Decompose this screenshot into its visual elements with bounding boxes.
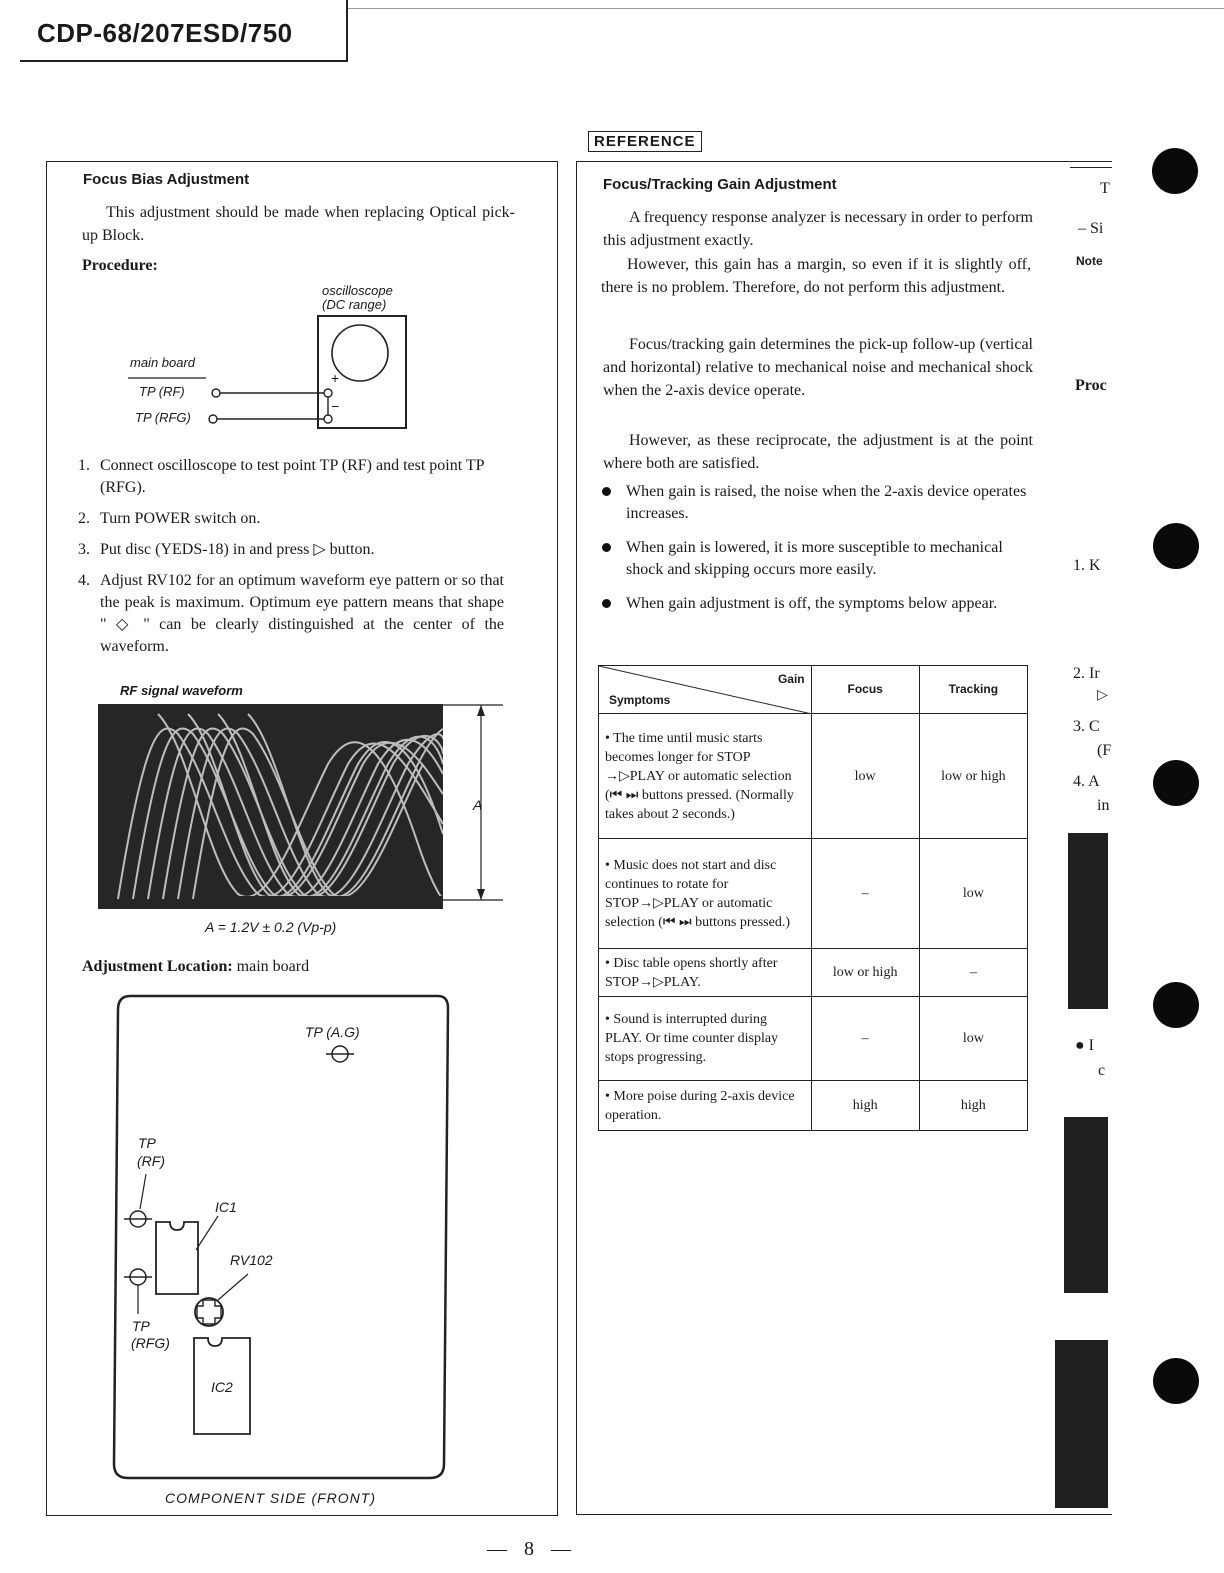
right-paragraph-2: However, this gain has a margin, so even if it is slightly off, there is no problem. Therefore, do not perform this adjustment. [601, 256, 1031, 296]
amplitude-marker: A [473, 797, 483, 813]
ic2-label: IC2 [211, 1379, 233, 1395]
header-rule-vertical [346, 0, 348, 62]
edge-text-f: (F [1097, 742, 1112, 759]
table-row: • Music does not start and disc continues to rotate for STOP→▷PLAY or automatic selection (⏮ ⏭ buttons pressed.) – low [599, 839, 1028, 949]
amplitude-caption: A = 1.2V ± 0.2 (Vp-p) [205, 919, 337, 935]
tp-rfg-board-sub-label: (RFG) [131, 1335, 170, 1351]
oscilloscope-label: oscilloscope [322, 283, 393, 298]
adjustment-location-label: Adjustment Location: [82, 958, 233, 975]
edge-text-ir: 2. Ir [1073, 665, 1100, 682]
edge-text-in: in [1097, 797, 1110, 814]
right-paragraph-1: A frequency response analyzer is necessary in order to perform this adjustment exactly. [603, 209, 1033, 249]
bullet-item: When gain is raised, the noise when the 2-axis device operates increases. [602, 481, 1032, 525]
reference-label: REFERENCE [588, 131, 702, 152]
table-row: • The time until music starts becomes longer for STOP →▷PLAY or automatic selection (⏮ ⏭ buttons pressed. (Normally takes about 2 seconds.) low low or high [599, 714, 1028, 839]
adjustment-location [82, 958, 309, 976]
edge-text-c: c [1098, 1062, 1106, 1079]
bullet-item: When gain adjustment is off, the symptoms below appear. [602, 593, 1032, 615]
right-panel-bottom-rule [576, 1514, 1112, 1515]
edge-waveform-1 [1068, 833, 1108, 1009]
board-diagram [108, 994, 453, 1484]
tp-rfg-label: TP (RFG) [135, 410, 191, 425]
table-header-row [599, 666, 1028, 714]
edge-text-proc: Proc [1075, 377, 1107, 394]
tp-rfg-symbol [124, 1269, 152, 1314]
edge-waveform-2 [1064, 1117, 1108, 1293]
left-section-title: Focus Bias Adjustment [83, 171, 250, 188]
step-3: 3. Put disc (YEDS-18) in and press ▷ button. [78, 541, 375, 558]
main-board-label: main board [130, 355, 196, 370]
oscilloscope-screen-icon [332, 325, 388, 381]
rf-waveform-image [98, 704, 443, 909]
edge-text-k: 1. K [1073, 557, 1101, 574]
top-rule [348, 8, 1224, 9]
edge-text-t: T [1100, 180, 1110, 197]
corner-symptoms-label: Symptoms [609, 693, 671, 707]
step-2: 2. Turn POWER switch on. [78, 510, 261, 527]
binder-hole-icon [1152, 148, 1198, 194]
table-row: • Sound is interrupted during PLAY. Or time counter display stops progressing. – low [599, 997, 1028, 1081]
right-panel-top-rule [576, 161, 1112, 162]
edge-text-a4: 4. A [1073, 773, 1100, 790]
edge-top-rule [1070, 167, 1112, 168]
binder-hole-icon [1153, 523, 1199, 569]
tp-rf-board-sub-label: (RF) [137, 1153, 165, 1169]
step-1: 1. Connect oscilloscope to test point TP (RF) and test point TP (RFG). [78, 457, 484, 496]
tp-rfg-board-label: TP [132, 1318, 150, 1334]
binder-hole-icon [1153, 982, 1199, 1028]
right-section-title: Focus/Tracking Gain Adjustment [603, 176, 837, 193]
edge-text-note: Note [1076, 254, 1103, 268]
tp-ag-label: TP (A.G) [305, 1024, 360, 1040]
table-corner-cell [599, 666, 812, 714]
edge-text-c3: 3. C [1073, 718, 1100, 735]
bullet-item: When gain is lowered, it is more susceptible to mechanical shock and skipping occurs more easily. [602, 537, 1032, 581]
edge-text-triangle: ▷ [1097, 688, 1108, 703]
board-caption: COMPONENT SIDE (FRONT) [165, 1490, 376, 1506]
waveform-label: RF signal waveform [120, 683, 243, 698]
rv102-label: RV102 [230, 1252, 273, 1268]
right-panel-left-rule [576, 161, 577, 1514]
gain-bullets [602, 481, 1032, 627]
rv102-symbol [195, 1274, 248, 1326]
plus-sign: + [331, 370, 340, 386]
col-focus-header: Focus [811, 666, 919, 714]
right-paragraph-3: Focus/tracking gain determines the pick-up follow-up (vertical and horizontal) relative to mechanical noise and mechanical shock when the 2-axis device operate. [603, 336, 1033, 399]
page-number: — 8 — [487, 1538, 577, 1560]
col-tracking-header: Tracking [919, 666, 1027, 714]
corner-gain-label: Gain [777, 672, 805, 686]
edge-text-si: – Si [1078, 220, 1104, 237]
minus-sign: − [331, 398, 340, 414]
table-row: • More poise during 2-axis device operation. high high [599, 1081, 1028, 1131]
ic1-body [156, 1222, 198, 1294]
procedure-steps [78, 455, 504, 667]
gain-symptom-table [598, 665, 1028, 1131]
adjustment-location-value: main board [236, 958, 310, 975]
tp-rf-board-label: TP [138, 1135, 156, 1151]
ic1-label: IC1 [215, 1199, 237, 1215]
oscilloscope-range-label: (DC range) [322, 297, 387, 312]
header-rule [20, 60, 348, 62]
tp-ag-symbol [326, 1046, 354, 1062]
binder-hole-icon [1153, 760, 1199, 806]
edge-waveform-3 [1055, 1340, 1108, 1508]
binder-hole-icon [1153, 1358, 1199, 1404]
left-intro: This adjustment should be made when replacing Optical pick-up Block. [82, 204, 515, 244]
table-row: • Disc table opens shortly after STOP→▷PLAY. low or high – [599, 949, 1028, 997]
tp-rf-label: TP (RF) [139, 384, 185, 399]
right-paragraph-4: However, as these reciprocate, the adjustment is at the point where both are satisfied. [603, 432, 1033, 472]
edge-text-bullet-i: ● I [1075, 1037, 1094, 1054]
step-4: 4. Adjust RV102 for an optimum waveform eye pattern or so that the peak is maximum. Optimum eye pattern means that shape " ◇ " can be clearly distinguished at the center of the waveform. [78, 572, 504, 655]
procedure-label: Procedure: [82, 257, 158, 274]
tp-rf-symbol [124, 1174, 152, 1227]
model-title: CDP-68/207ESD/750 [37, 18, 293, 48]
